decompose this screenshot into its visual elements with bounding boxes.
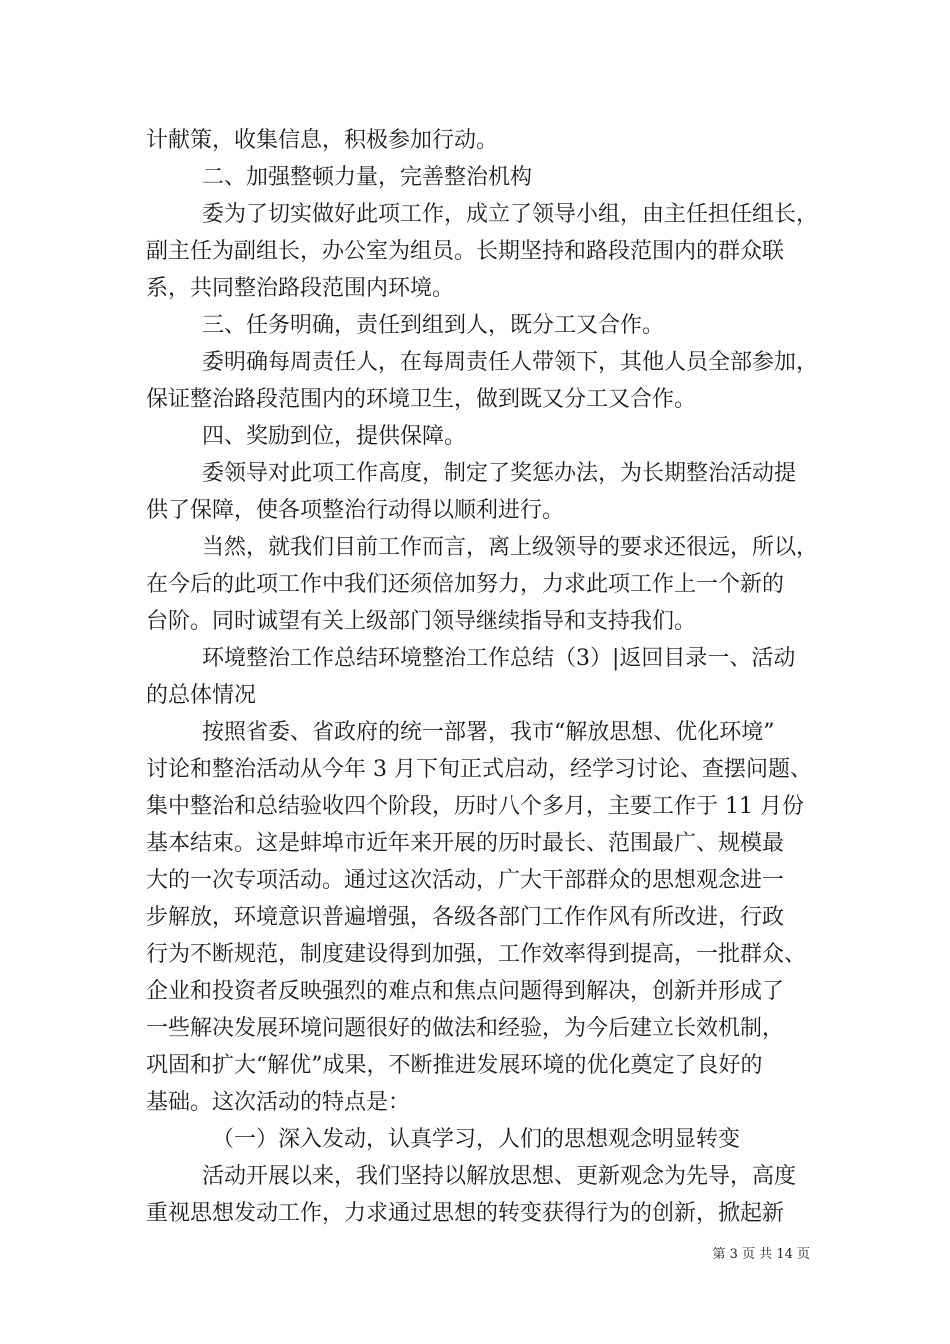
text-line: 当然，就我们目前工作而言，离上级领导的要求还很远，所以，: [202, 535, 818, 560]
document-body: [146, 122, 818, 1232]
text-line: 计献策，收集信息，积极参加行动。: [146, 128, 499, 153]
text-line: 企业和投资者反映强烈的难点和焦点问题得到解决，创新并形成了: [146, 979, 785, 1004]
section-heading: 三、任务明确，责任到组到人，既分工又合作。: [202, 313, 665, 338]
text-line: 步解放，环境意识普遍增强，各级各部门工作作风有所改进，行政: [146, 905, 785, 930]
text-line: 委为了切实做好此项工作，成立了领导小组，由主任担任组长，: [202, 202, 818, 227]
text-line: 行为不断规范，制度建设得到加强，工作效率得到提高，一批群众、: [146, 942, 807, 967]
text-line: 保证整治路段范围内的环境卫生，做到既又分工又合作。: [146, 387, 697, 412]
text-line: 台阶。同时诚望有关上级部门领导继续指导和支持我们。: [146, 609, 697, 634]
text-line: 委领导对此项工作高度，制定了奖惩办法，为长期整治活动提: [202, 461, 797, 486]
text-line: 环境整治工作总结环境整治工作总结（3）|返回目录一、活动: [202, 646, 796, 671]
text-line: 讨论和整治活动从今年 3 月下旬正式启动，经学习讨论、查摆问题、: [146, 757, 812, 782]
text-line: 按照省委、省政府的统一部署，我市“解放思想、优化环境”: [202, 720, 775, 745]
text-line: 供了保障，使各项整治行动得以顺利进行。: [146, 498, 565, 523]
text-line: 副主任为副组长，办公室为组员。长期坚持和路段范围内的群众联: [146, 239, 785, 264]
text-line: 基础。这次活动的特点是：: [146, 1090, 411, 1115]
section-heading: （一）深入发动，认真学习，人们的思想观念明显转变: [212, 1127, 741, 1152]
text-line: 巩固和扩大“解优”成果，不断推进发展环境的优化奠定了良好的: [146, 1053, 763, 1078]
text-line: 系，共同整治路段范围内环境。: [146, 276, 455, 301]
text-line: 大的一次专项活动。通过这次活动，广大干部群众的思想观念进一: [146, 868, 785, 893]
text-line: 重视思想发动工作，力求通过思想的转变获得行为的创新，掀起新: [146, 1201, 785, 1226]
text-line: 基本结束。这是蚌埠市近年来开展的历时最长、范围最广、规模最: [146, 831, 785, 856]
section-heading: 四、奖励到位，提供保障。: [202, 424, 467, 449]
text-line: 活动开展以来，我们坚持以解放思想、更新观念为先导，高度: [202, 1164, 797, 1189]
page-number: 第 3 页 共 14 页: [712, 1247, 810, 1262]
text-line: 委明确每周责任人，在每周责任人带领下，其他人员全部参加，: [202, 350, 818, 375]
text-line: 在今后的此项工作中我们还须倍加努力，力求此项工作上一个新的: [146, 572, 785, 597]
text-line: 的总体情况: [146, 683, 257, 708]
text-line: 集中整治和总结验收四个阶段，历时八个多月，主要工作于 11 月份: [146, 794, 804, 819]
text-line: 一些解决发展环境问题很好的做法和经验，为今后建立长效机制，: [146, 1016, 785, 1041]
section-heading: 二、加强整顿力量，完善整治机构: [202, 165, 533, 190]
